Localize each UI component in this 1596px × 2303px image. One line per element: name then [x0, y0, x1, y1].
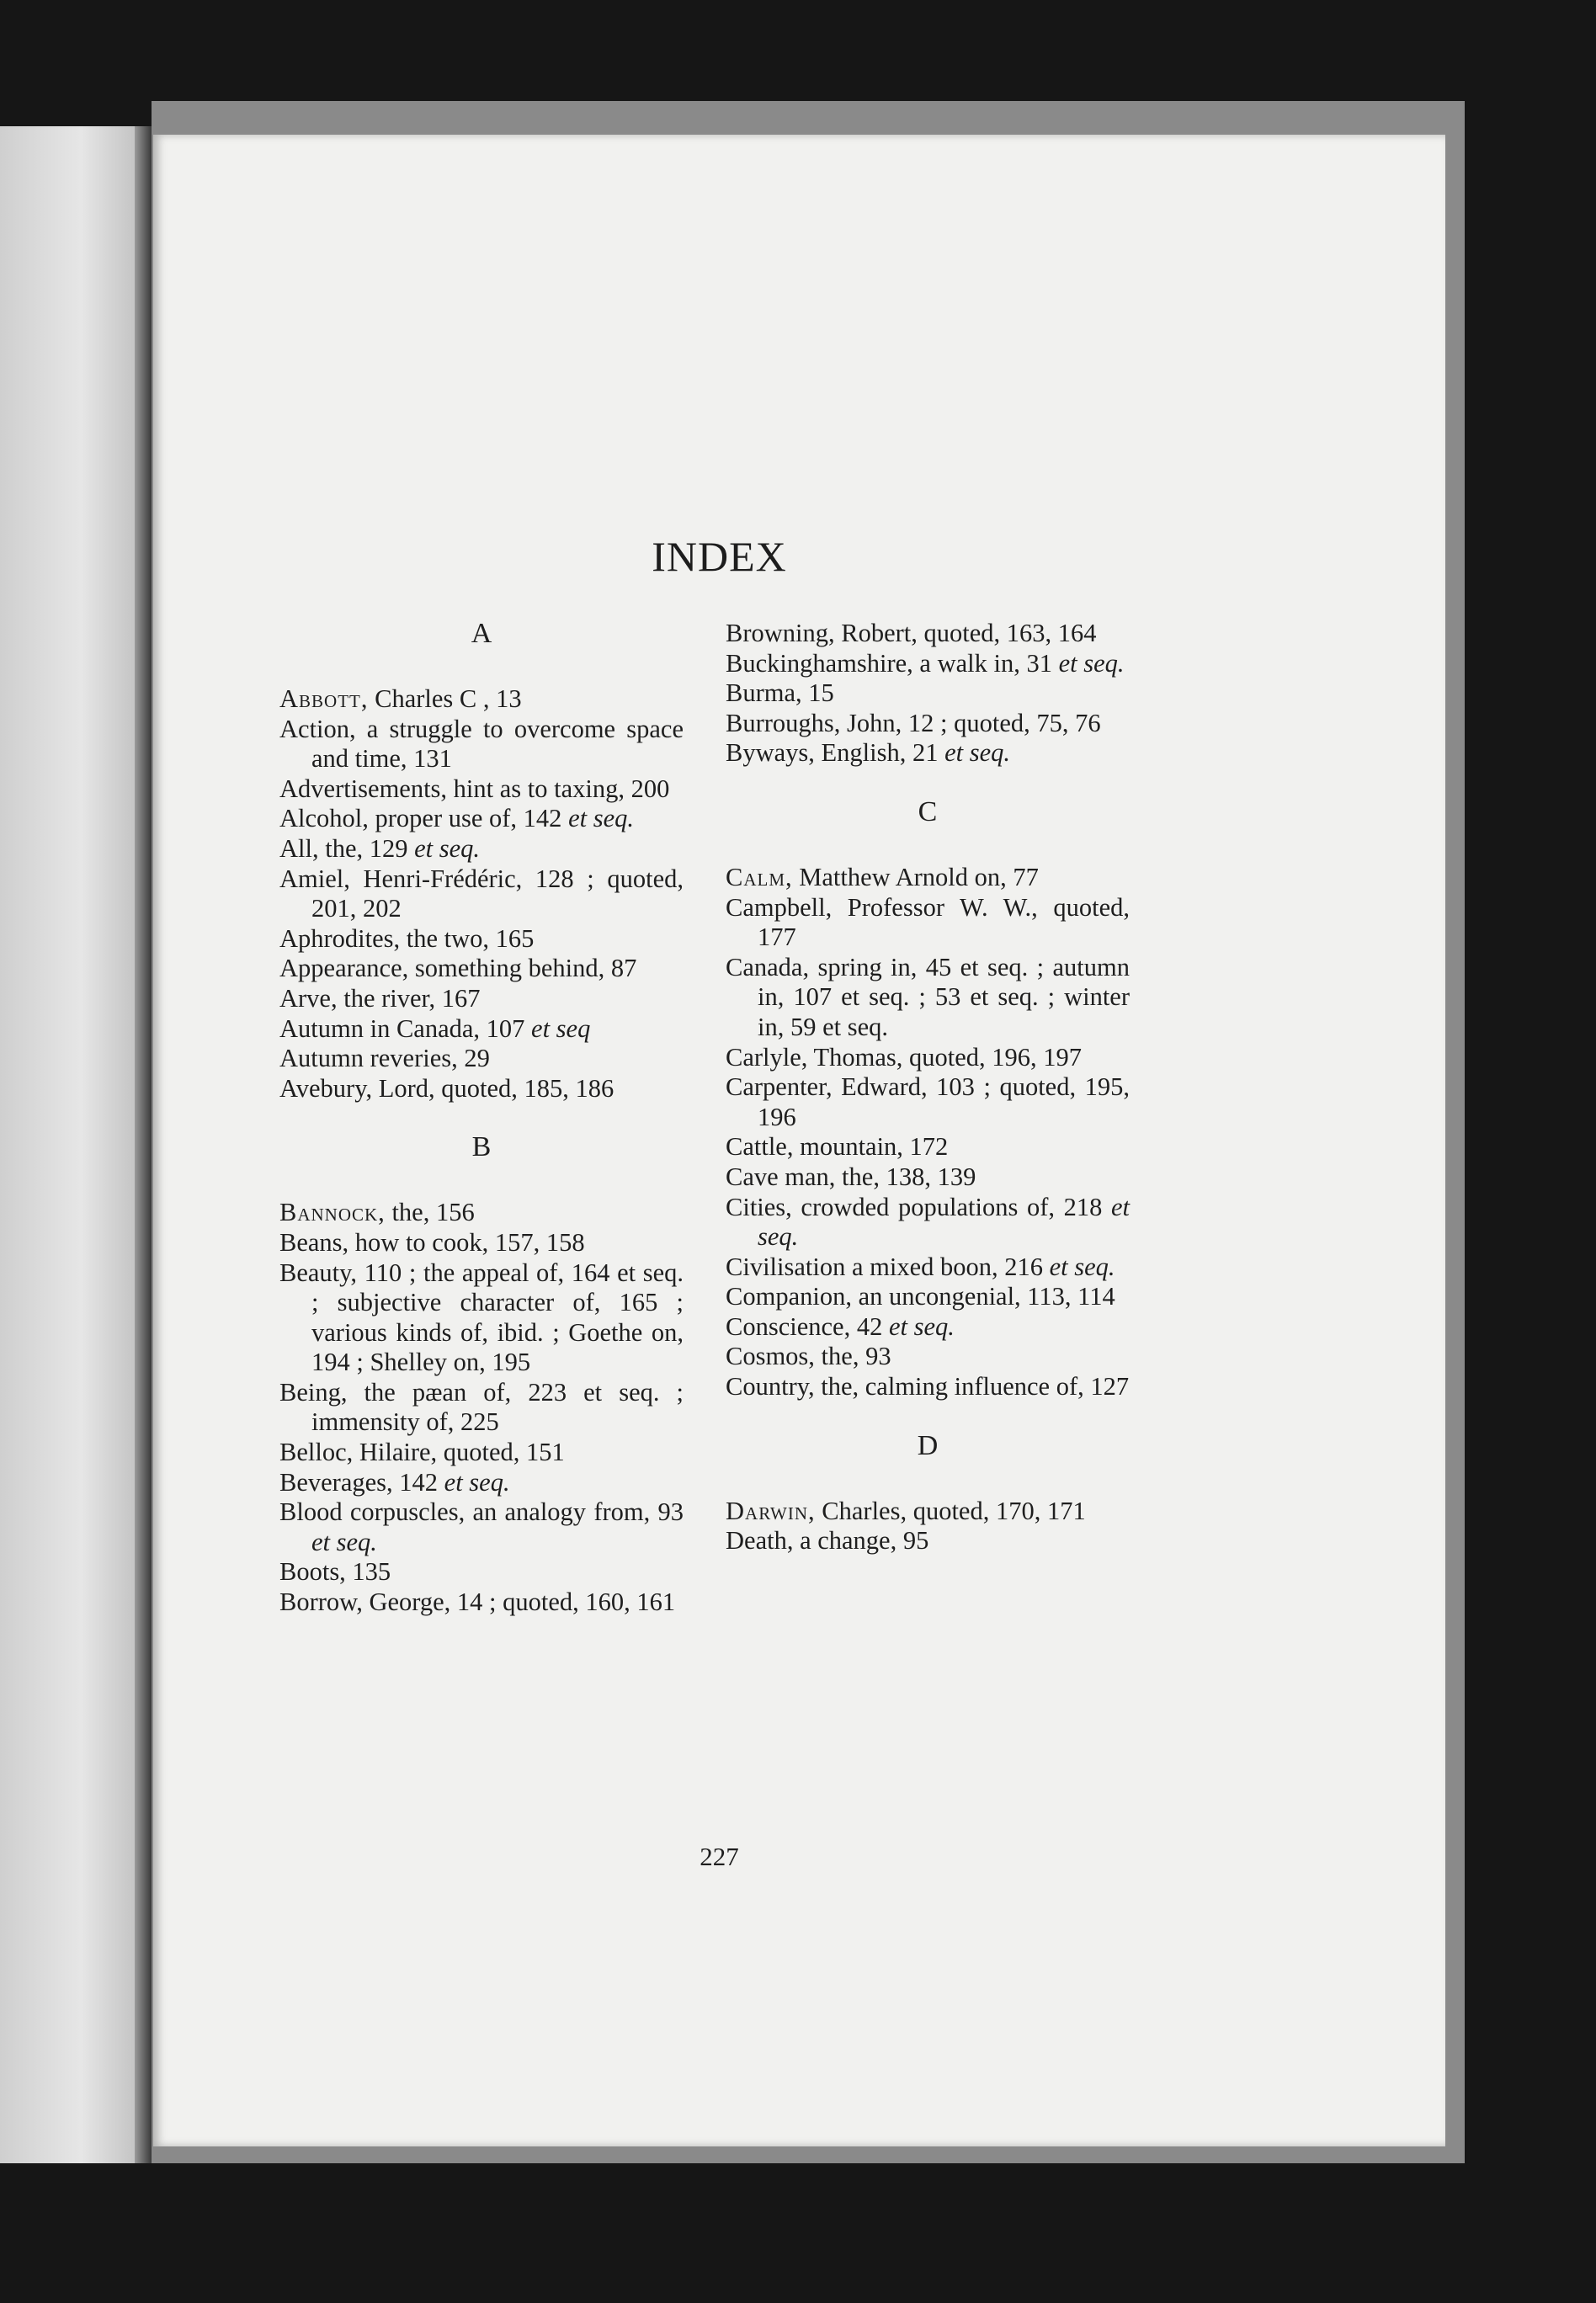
index-entry [279, 984, 684, 1014]
index-entry [279, 1074, 684, 1104]
index-entry [279, 684, 684, 715]
entry-lead-word: Abbott, [279, 684, 369, 713]
entry-text: Carpenter, Edward, 103 ; quoted, 195, 196 [726, 1072, 1130, 1131]
entry-text: Alcohol, proper use of, 142 [279, 804, 569, 833]
entry-text: Civilisation a mixed boon, 216 [726, 1252, 1050, 1281]
entry-text: Avebury, Lord, quoted, 185, 186 [279, 1073, 614, 1103]
entry-text: Being, the pæan of, 223 et seq. ; immensity of, 225 [279, 1377, 684, 1437]
entry-text: Burroughs, John, 12 ; quoted, 75, 76 [726, 708, 1101, 737]
entry-text: Charles, quoted, 170, 171 [815, 1496, 1086, 1525]
entry-text: Blood corpuscles, an analogy from, 93 [279, 1497, 684, 1527]
index-entry [279, 1557, 684, 1588]
entry-text: Amiel, Henri-Frédéric, 128 ; quoted, 201, 202 [279, 864, 684, 923]
page-title: INDEX [652, 533, 787, 580]
entry-italic: et seq. [888, 1311, 955, 1341]
entry-italic: et seq. [444, 1467, 510, 1497]
index-entry [726, 678, 1130, 709]
entry-text: All, the, 129 [279, 833, 415, 863]
section-letter: B [471, 1131, 492, 1163]
entry-italic: et seq. [414, 833, 481, 863]
index-entry [279, 1044, 684, 1074]
index-entry [726, 1193, 1130, 1253]
section-gap [726, 1402, 1130, 1431]
entry-italic: et seq [531, 1013, 591, 1043]
index-entry [279, 864, 684, 924]
entry-text: Charles C , 13 [368, 684, 522, 713]
entry-text: the, 156 [385, 1198, 475, 1227]
entry-text: Death, a change, 95 [726, 1526, 929, 1556]
entry-text: Appearance, something behind, 87 [279, 954, 637, 983]
index-entry [279, 1378, 684, 1438]
entry-text: Autumn in Canada, 107 [279, 1013, 532, 1043]
entry-text: Companion, an uncongenial, 113, 114 [726, 1282, 1115, 1311]
index-entry [726, 893, 1130, 953]
entry-italic: et seq. [1058, 648, 1125, 678]
index-entry [279, 1497, 684, 1557]
entry-text: Burma, 15 [726, 678, 834, 708]
index-entry [279, 715, 684, 774]
entry-italic: et seq. [758, 1192, 1130, 1252]
index-entry [279, 954, 684, 984]
index-entry [726, 863, 1130, 893]
book-gutter [135, 126, 152, 2163]
index-entry [726, 1526, 1130, 1556]
entry-lead-word: Darwin, [726, 1496, 816, 1525]
entry-text: Campbell, Professor W. W., quoted, 177 [726, 892, 1130, 952]
index-entry [279, 834, 684, 864]
section-gap [279, 1104, 684, 1132]
section-letter: C [918, 795, 938, 827]
entry-text: Cosmos, the, 93 [726, 1342, 891, 1371]
entry-text: Matthew Arnold on, 77 [792, 862, 1039, 891]
section-letter: A [471, 618, 492, 649]
index-entry [279, 804, 684, 834]
entry-italic: et seq. [311, 1527, 377, 1556]
entry-text: Beauty, 110 ; the appeal of, 164 et seq. ; subjective character of, 165 ; various kinds of, ibid. ; Goethe on, 194 ; Shelley on, 195 [279, 1258, 684, 1377]
index-entry [726, 1312, 1130, 1343]
entry-text: Belloc, Hilaire, quoted, 151 [279, 1438, 565, 1467]
entry-text: Beverages, 142 [279, 1467, 444, 1497]
index-entry [726, 1043, 1130, 1073]
entry-text: Canada, spring in, 45 et seq. ; autumn in, 107 et seq. ; 53 et seq. ; winter in, 59 et seq. [726, 952, 1130, 1041]
index-entry [279, 1438, 684, 1468]
entry-text: Arve, the river, 167 [279, 983, 481, 1013]
index-entry [726, 1072, 1130, 1132]
index-entry [726, 619, 1130, 649]
entry-text: Browning, Robert, quoted, 163, 164 [726, 619, 1097, 647]
index-entry [726, 953, 1130, 1043]
entry-text: Conscience, 42 [726, 1311, 889, 1341]
index-entry [726, 1282, 1130, 1312]
index-entry [279, 774, 684, 805]
index-entry [726, 709, 1130, 739]
index-entry [726, 1132, 1130, 1162]
entry-lead-word: Calm, [726, 862, 793, 891]
entry-lead-word: Bannock, [279, 1198, 386, 1227]
index-entry [279, 1014, 684, 1045]
section-gap [726, 769, 1130, 797]
section-letter: D [917, 1429, 939, 1461]
index-page [153, 135, 1445, 2146]
facing-page [0, 126, 147, 2163]
entry-text: Country, the, calming influence of, 127 [726, 1372, 1130, 1401]
entry-text: Autumn reveries, 29 [279, 1044, 490, 1073]
entry-text: Cattle, mountain, 172 [726, 1132, 949, 1162]
entry-text: Boots, 135 [279, 1557, 391, 1587]
entry-text: Borrow, George, 14 ; quoted, 160, 161 [279, 1588, 676, 1617]
entry-text: Advertisements, hint as to taxing, 200 [279, 774, 670, 803]
index-entry [279, 1258, 684, 1378]
index-entry [279, 1198, 684, 1228]
index-entry [726, 1342, 1130, 1372]
entry-text: Carlyle, Thomas, quoted, 196, 197 [726, 1042, 1082, 1072]
index-entry [726, 1162, 1130, 1193]
entry-text: Byways, English, 21 [726, 738, 945, 768]
index-entry [726, 738, 1130, 769]
index-entry [279, 924, 684, 955]
index-entry [279, 1228, 684, 1258]
index-entry [279, 1468, 684, 1498]
entry-text: Aphrodites, the two, 165 [279, 923, 535, 953]
entry-text: Buckinghamshire, a walk in, 31 [726, 648, 1059, 678]
index-column-right [726, 619, 1130, 1556]
entry-text: Cities, crowded populations of, 218 [726, 1192, 1111, 1221]
page-number: 227 [700, 1842, 739, 1871]
index-entry [726, 1253, 1130, 1283]
index-entry [279, 1588, 684, 1618]
index-entry [726, 1497, 1130, 1527]
index-entry [726, 649, 1130, 679]
entry-text: Beans, how to cook, 157, 158 [279, 1227, 585, 1257]
entry-italic: et seq. [1049, 1252, 1115, 1281]
index-entry [726, 1372, 1130, 1402]
entry-italic: et seq. [944, 738, 1011, 768]
entry-italic: et seq. [568, 804, 634, 833]
entry-text: Action, a struggle to overcome space and time, 131 [279, 714, 684, 774]
entry-text: Cave man, the, 138, 139 [726, 1162, 976, 1191]
index-column-left [279, 619, 684, 1618]
